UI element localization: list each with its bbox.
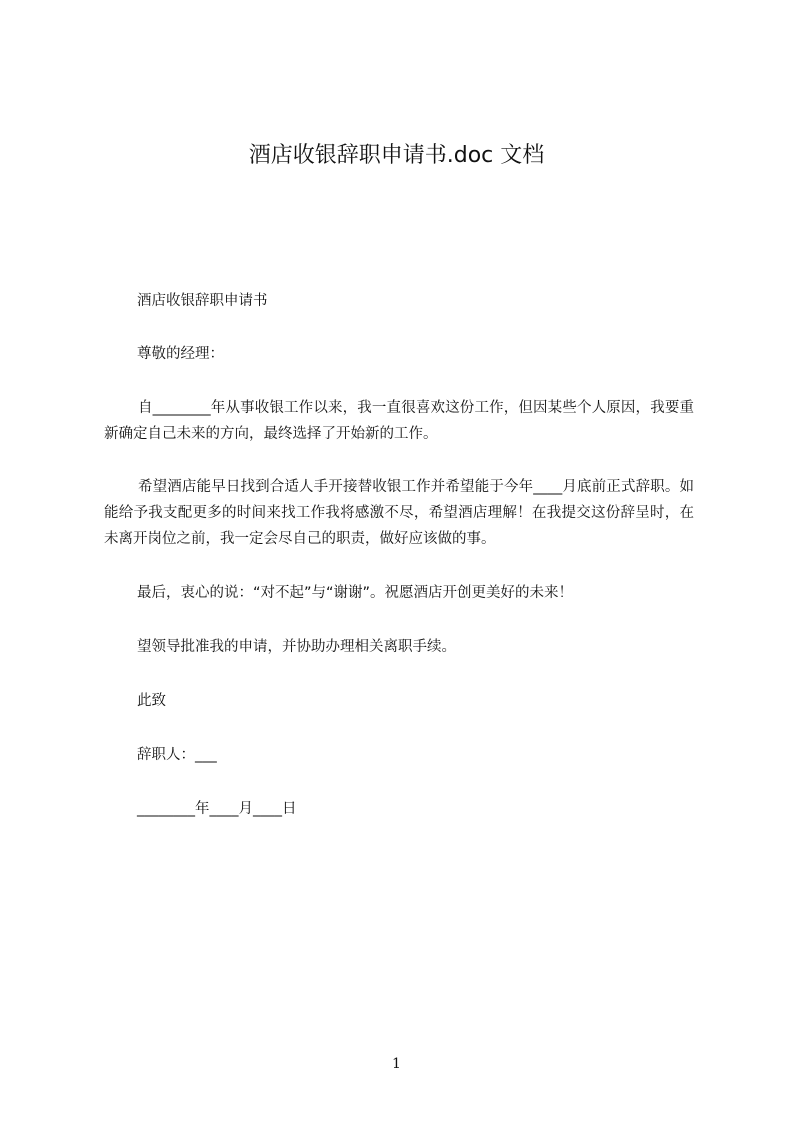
document-title: 酒店收银辞职申请书.doc 文档 (248, 143, 545, 168)
letter-heading: 酒店收银辞职申请书 (137, 293, 268, 309)
signer-line: 辞职人：___ (137, 747, 217, 763)
closing: 此致 (137, 693, 166, 709)
date-line: ________年____月____日 (137, 801, 297, 817)
body-paragraph-3: 最后，衷心的说：“对不起”与“谢谢”。祝愿酒店开创更美好的未来！ (137, 585, 574, 601)
salutation: 尊敬的经理： (137, 346, 224, 362)
body-paragraph-1: 自________年从事收银工作以来，我一直很喜欢这份工作，但因某些个人原因，我要重新确定自己未来的方向，最终选择了开始新的工作。 (104, 400, 694, 442)
page-number: 1 (392, 1056, 401, 1072)
body-paragraph-4: 望领导批准我的申请，并协助办理相关离职手续。 (137, 639, 456, 655)
body-paragraph-2: 希望酒店能早日找到合适人手开接替收银工作并希望能于今年____月底前正式辞职。如能给予我支配更多的时间来找工作我将感激不尽，希望酒店理解！在我提交这份辞呈时，在未离开岗位之前，我一定会尽自己的职责，做好应该做的事。 (104, 479, 694, 547)
